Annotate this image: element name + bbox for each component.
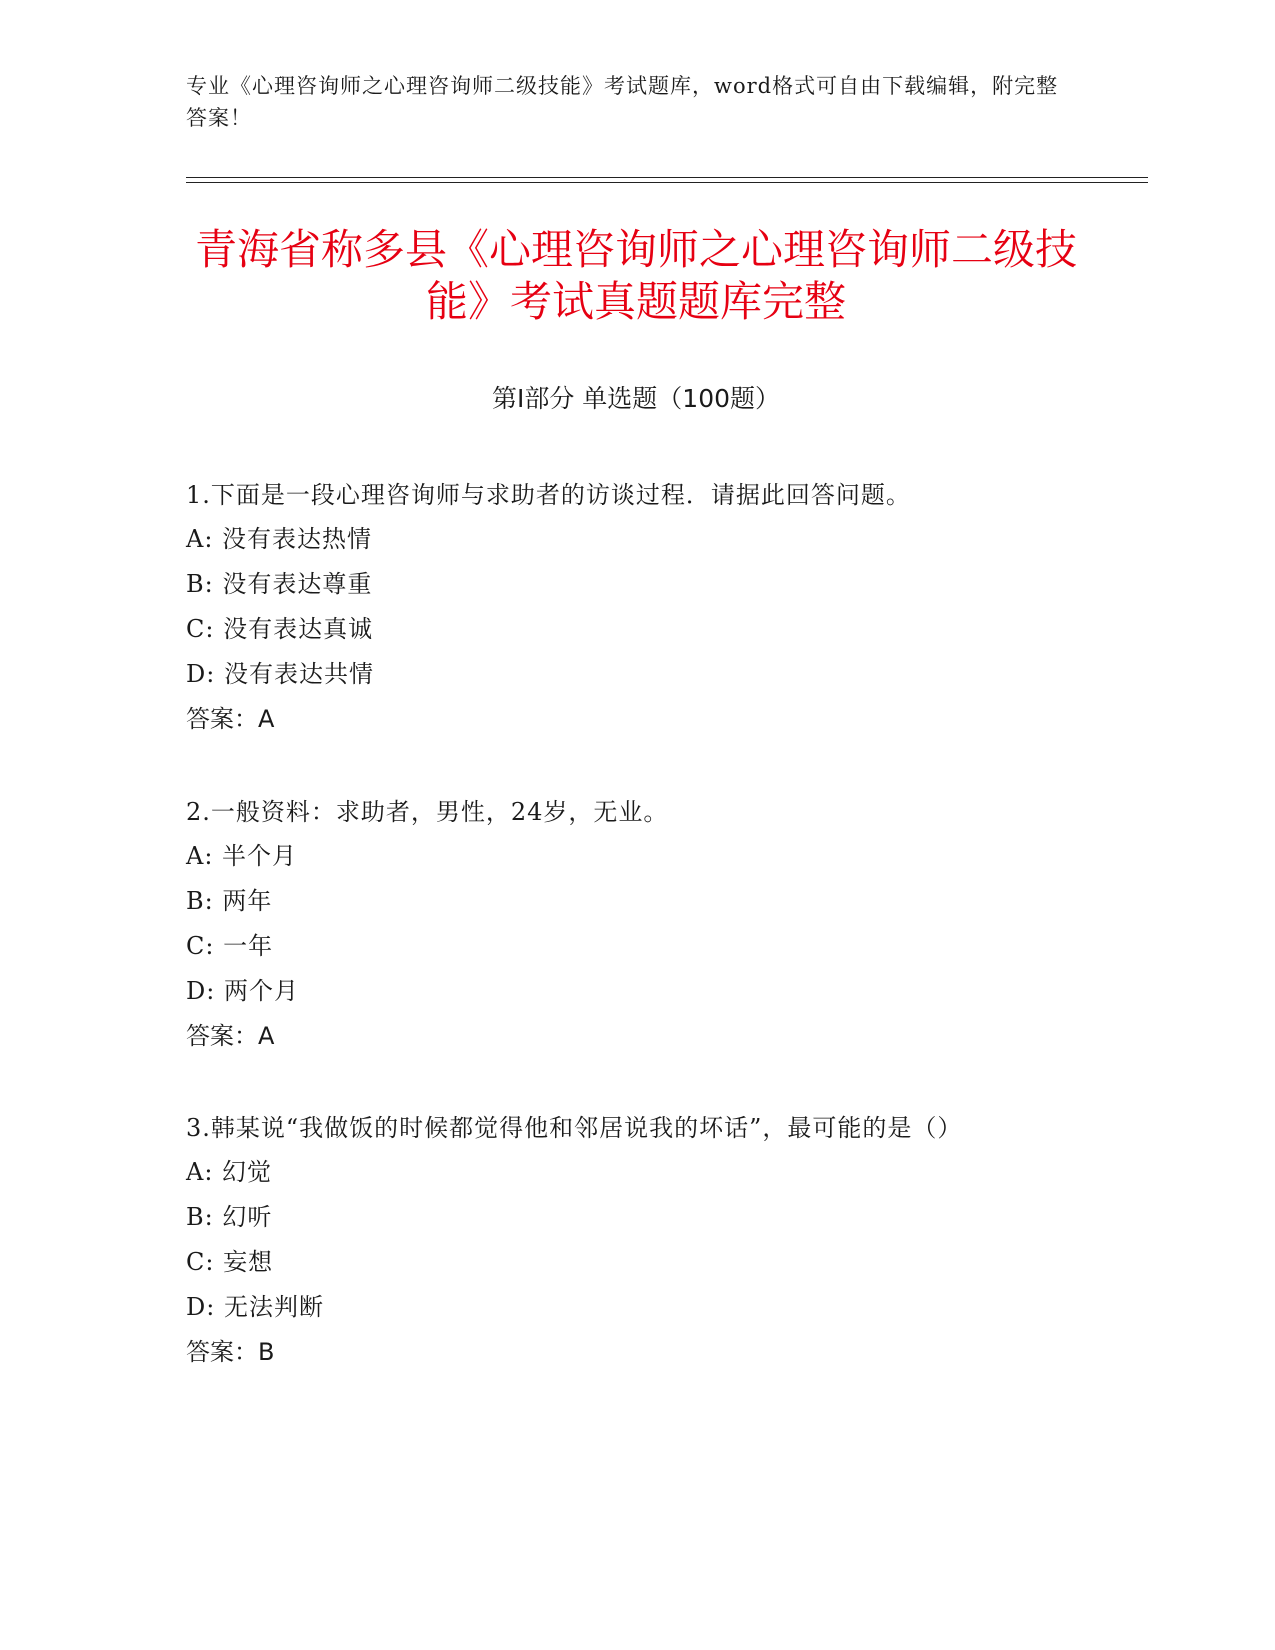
option-a: A: 没有表达热情 — [186, 525, 373, 553]
answer: 答案：B — [186, 1338, 275, 1366]
header-rule-bottom — [186, 182, 1148, 183]
header-rule-top — [186, 177, 1148, 178]
option-b: B: 两年 — [186, 887, 273, 915]
option-d: D: 无法判断 — [186, 1293, 324, 1321]
option-d: D: 没有表达共情 — [186, 660, 374, 688]
section-heading: 第Ⅰ部分 单选题（100题） — [491, 384, 781, 413]
option-c: C: 一年 — [186, 932, 274, 960]
question-block — [186, 790, 1066, 1059]
question-stem: 3.韩某说“我做饭的时候都觉得他和邻居说我的坏话”，最可能的是（） — [186, 1114, 963, 1142]
option-c: C: 妄想 — [186, 1248, 274, 1276]
answer: 答案：A — [186, 1022, 275, 1050]
document-title: 青海省称多县《心理咨询师之心理咨询师二级技能》考试真题题库完整 — [194, 225, 1077, 326]
answer: 答案：A — [186, 705, 275, 733]
option-d: D: 两个月 — [186, 977, 299, 1005]
header-note: 专业《心理咨询师之心理咨询师二级技能》考试题库，word格式可自由下载编辑，附完整答案！ — [186, 74, 1059, 130]
option-c: C: 没有表达真诚 — [186, 615, 374, 643]
question-stem: 1.下面是一段心理咨询师与求助者的访谈过程．请据此回答问题。 — [186, 481, 911, 509]
question-block — [186, 473, 1066, 742]
option-b: B: 幻听 — [186, 1203, 273, 1231]
option-a: A: 幻觉 — [186, 1158, 273, 1186]
question-stem: 2.一般资料：求助者，男性，24岁，无业。 — [186, 798, 669, 826]
option-a: A: 半个月 — [186, 842, 298, 870]
option-b: B: 没有表达尊重 — [186, 570, 373, 598]
question-block — [186, 1106, 1066, 1375]
